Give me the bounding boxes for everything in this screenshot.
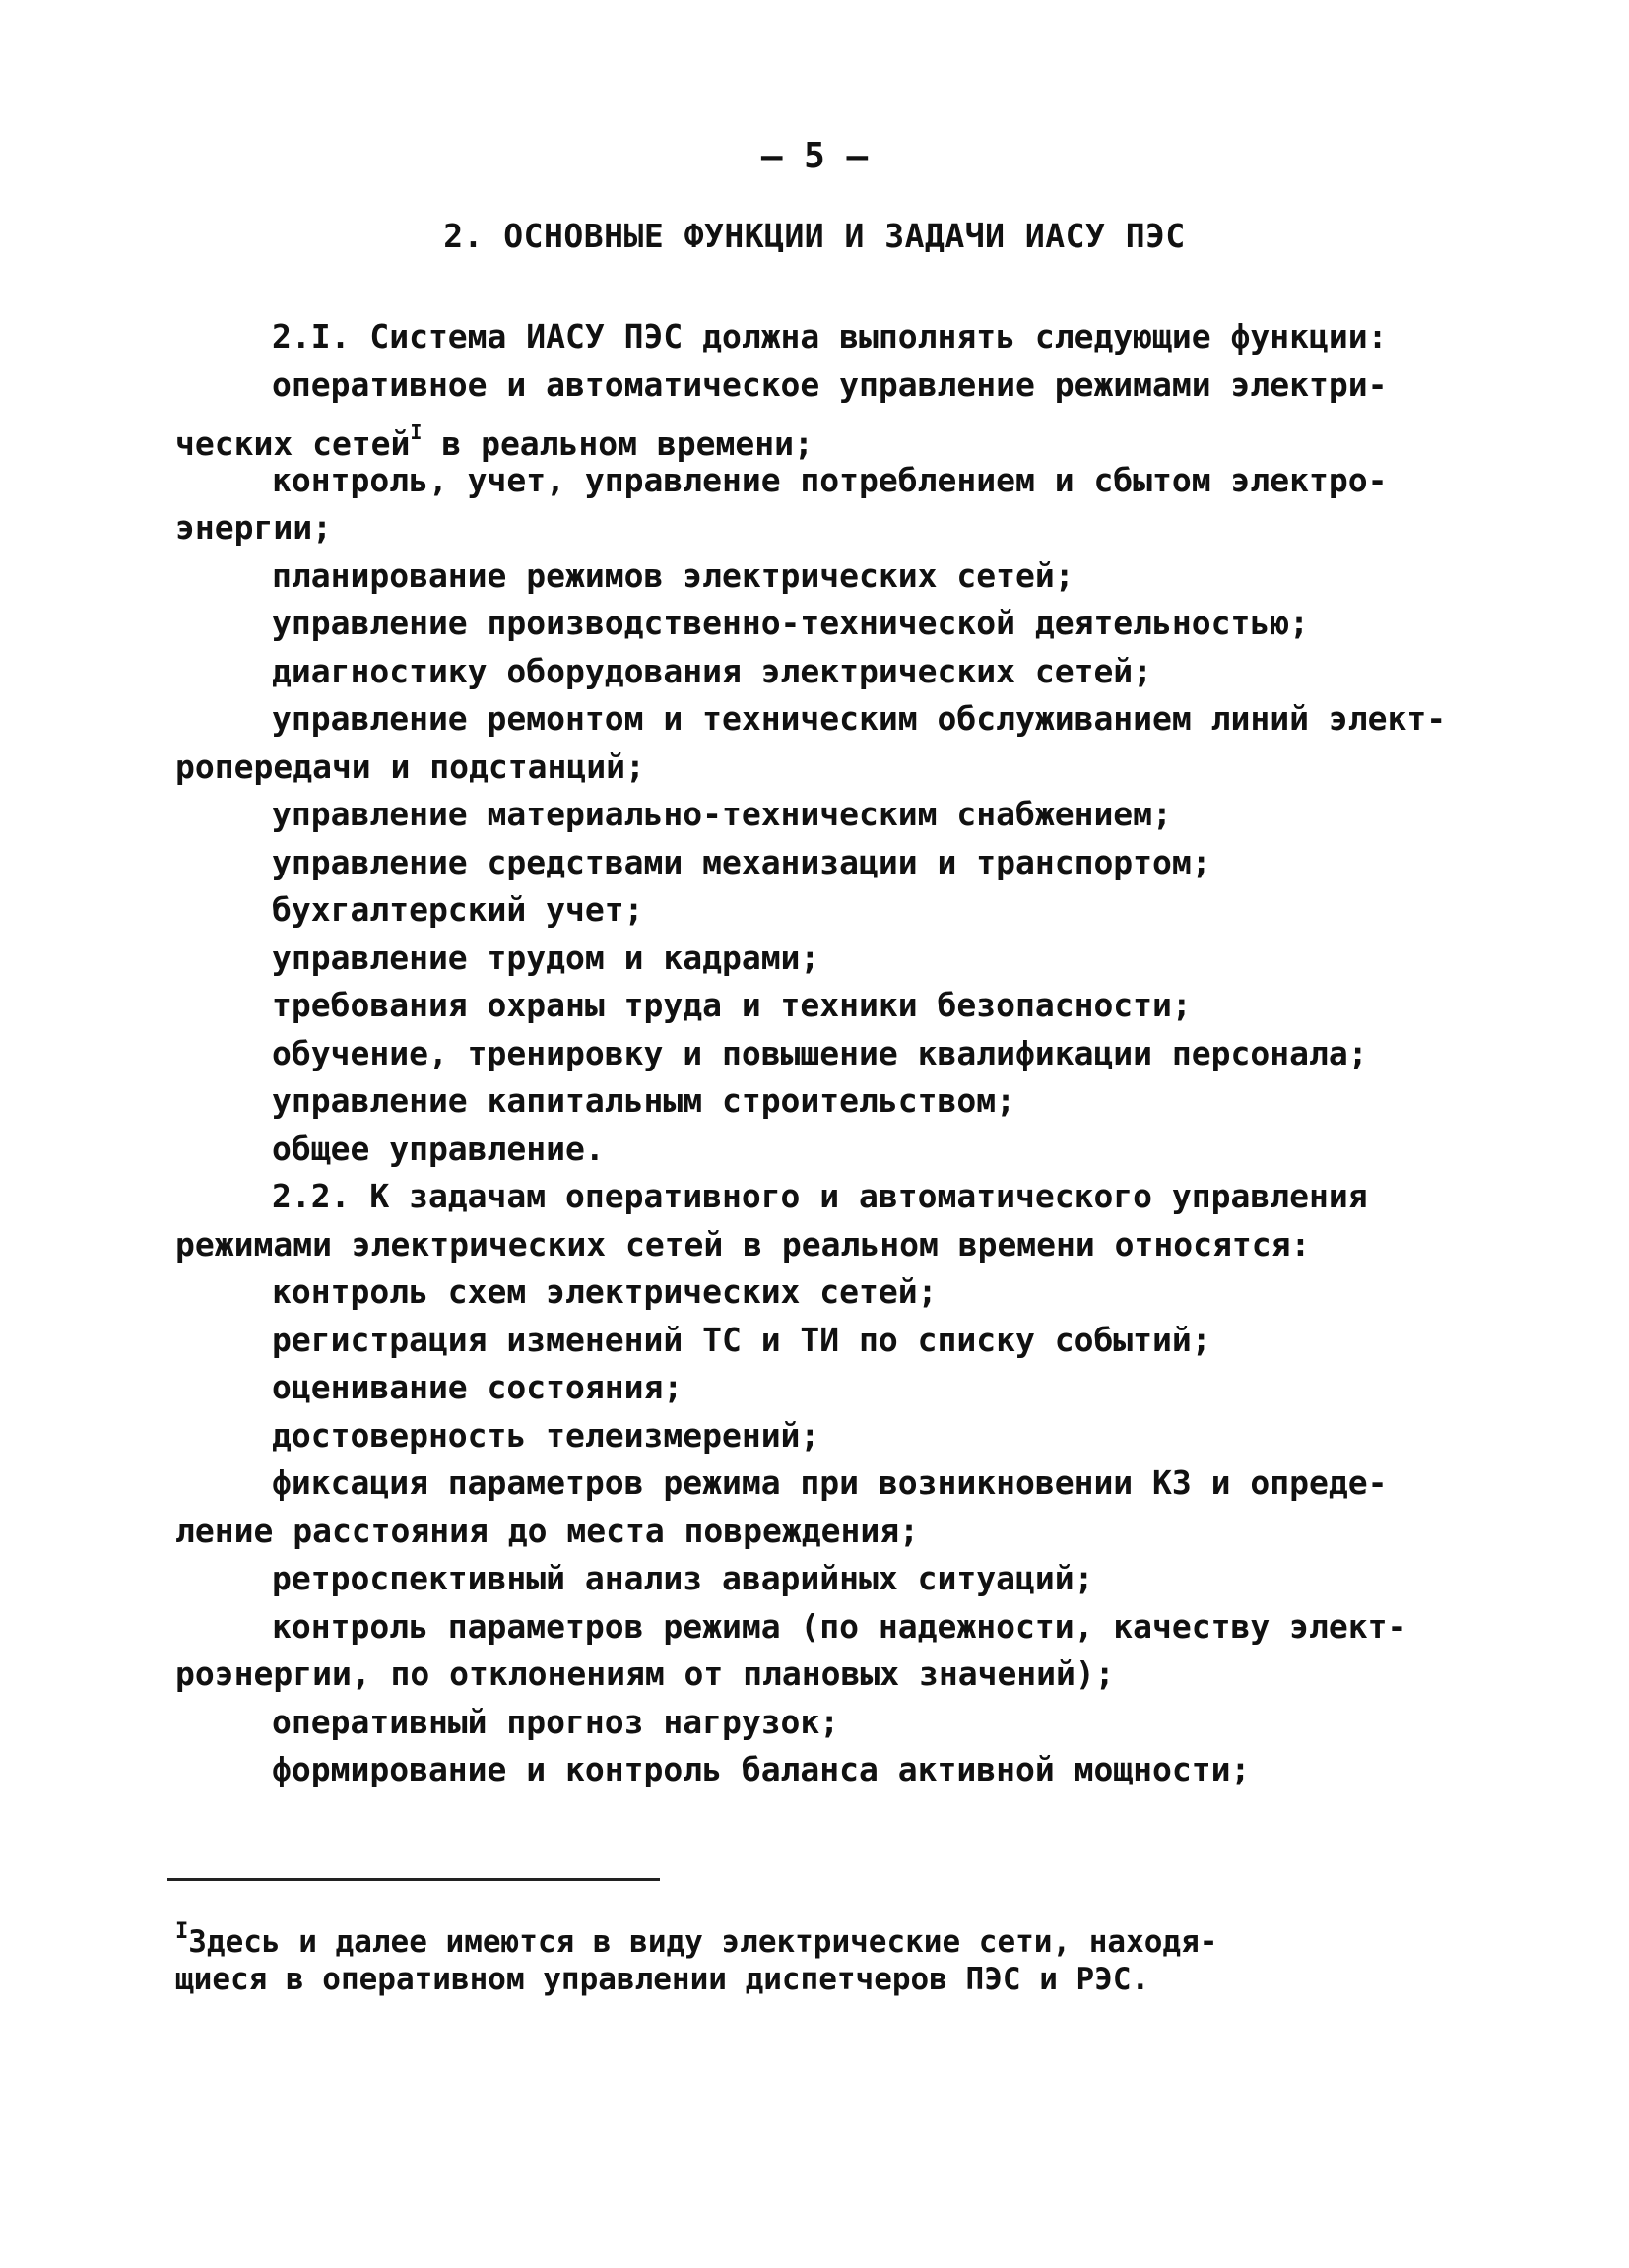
- footnote-reference: I: [410, 421, 423, 444]
- text-line: управление средствами механизации и транспортом;: [272, 842, 1211, 881]
- text-line: оперативное и автоматическое управление режимами электри-: [272, 364, 1388, 404]
- footnote-line: [175, 1913, 1456, 1961]
- text-line: управление трудом и кадрами;: [272, 938, 820, 977]
- text-line: оперативный прогноз нагрузок;: [272, 1702, 840, 1741]
- text-fragment: ческих сетей: [175, 424, 411, 463]
- text-line: 2.2. К задачам оперативного и автоматического управления: [272, 1177, 1368, 1215]
- text-line: контроль параметров режима (по надежности, качеству элект-: [272, 1606, 1407, 1646]
- text-line: ление расстояния до места повреждения;: [175, 1511, 919, 1550]
- text-line: обучение, тренировку и повышение квалификации персонала;: [272, 1033, 1368, 1072]
- text-line: бухгалтерский учет;: [272, 890, 644, 929]
- text-line: требования охраны труда и техники безопасности;: [272, 986, 1192, 1024]
- text-line: энергии;: [175, 508, 332, 547]
- text-line: диагностику оборудования электрических сетей;: [272, 651, 1153, 690]
- section-heading: 2. ОСНОВНЫЕ ФУНКЦИИ И ЗАДАЧИ ИАСУ ПЭС: [443, 217, 1186, 255]
- page-number: – 5 –: [760, 136, 869, 176]
- footnote: [175, 1913, 1456, 1998]
- text-line: управление производственно-технической деятельностью;: [272, 604, 1309, 642]
- text-line: контроль, учет, управление потреблением и сбытом электро-: [272, 460, 1388, 499]
- text-line: режимами электрических сетей в реальном времени относятся:: [175, 1224, 1311, 1264]
- text-line: достоверность телеизмерений;: [272, 1415, 820, 1455]
- text-line: формирование и контроль баланса активной мощности;: [272, 1750, 1251, 1788]
- text-line: 2.I. Система ИАСУ ПЭС должна выполнять следующие функции:: [272, 317, 1388, 356]
- text-line: общее управление.: [272, 1129, 605, 1168]
- footnote-line: щиеся в оперативном управлении диспетчеров ПЭС и РЭС.: [175, 1962, 1150, 1997]
- text-line: роэнергии, по отклонениям от плановых значений);: [175, 1654, 1115, 1693]
- text-fragment: в реальном времени;: [422, 424, 814, 463]
- text-line: управление капитальным строительством;: [272, 1081, 1015, 1120]
- text-line: оценивание состояния;: [272, 1368, 684, 1406]
- text-line: управление ремонтом и техническим обслуживанием линий элект-: [272, 699, 1447, 738]
- text-line: регистрация изменений ТС и ТИ по списку событий;: [272, 1320, 1211, 1359]
- footnote-text: Здесь и далее имеются в виду электрические сети, находя-: [188, 1924, 1218, 1960]
- footnote-divider: [167, 1878, 660, 1881]
- text-line: контроль схем электрических сетей;: [272, 1272, 938, 1311]
- text-line: [175, 409, 1456, 463]
- text-line: фиксация параметров режима при возникновении КЗ и опреде-: [272, 1463, 1388, 1502]
- text-line: ретроспективный анализ аварийных ситуаций;: [272, 1559, 1094, 1597]
- text-line: планирование режимов электрических сетей;: [272, 555, 1075, 595]
- footnote-mark: I: [175, 1919, 189, 1944]
- text-line: ропередачи и подстанций;: [175, 746, 645, 786]
- body-text: [175, 313, 1456, 1794]
- text-line: управление материально-техническим снабжением;: [272, 795, 1172, 833]
